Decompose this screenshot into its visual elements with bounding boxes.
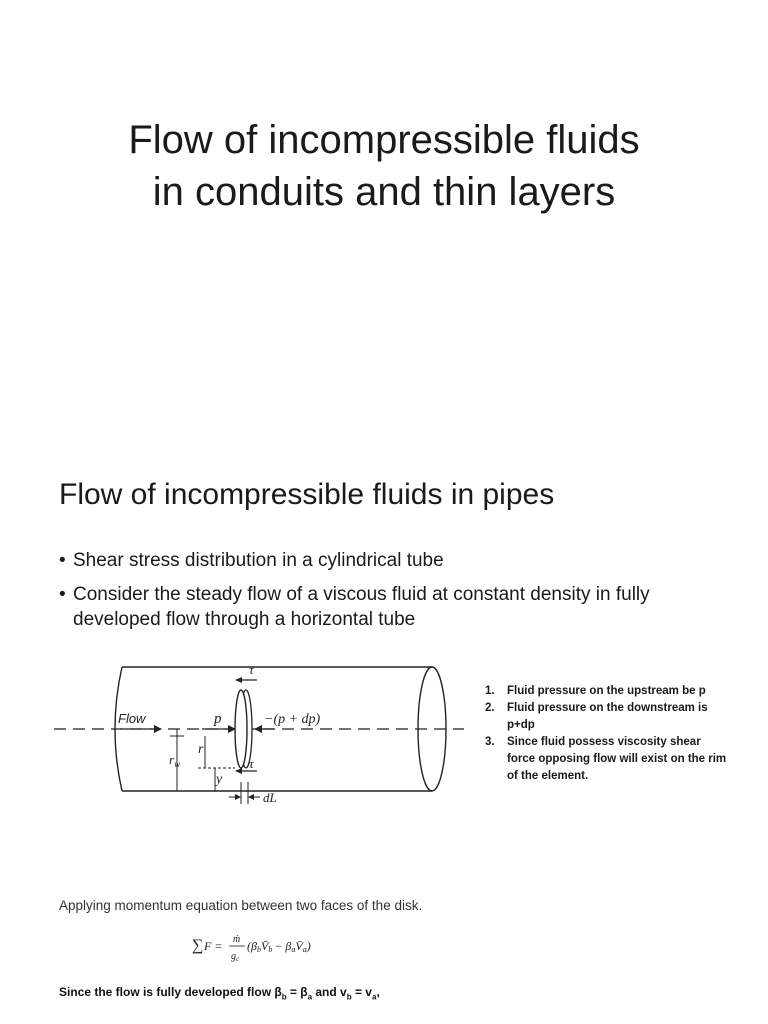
dl-label: dL — [263, 790, 277, 805]
p-dp-label: −(p + dp) — [264, 712, 321, 727]
svg-text:(βbV̄b− βaV̄a): (βbV̄b − βaV̄a) — [247, 939, 311, 954]
shear-bottom-arrowhead — [235, 768, 242, 774]
tau-bottom-label: τ — [249, 756, 254, 771]
rw-label: $r_w$ — [169, 752, 181, 769]
disk-element — [235, 690, 247, 768]
momentum-text: Applying momentum equation between two faces of the disk. — [59, 898, 423, 913]
slide-1 — [0, 0, 768, 440]
fully-developed-statement: Since the flow is fully developed flow $\beta_b = \beta_a$ and $v_b = v_a$, — [59, 985, 380, 1002]
y-label: y — [216, 772, 223, 787]
slide-2 — [0, 440, 768, 1024]
shear-top-arrowhead — [235, 677, 242, 683]
r-label: r — [198, 742, 204, 757]
bullet-item: • Consider the steady flow of a viscous fluid at constant density in fully developed flow through a horizontal tube — [59, 582, 739, 632]
slide-title-line-2: in conduits and thin layers — [152, 170, 616, 214]
numbered-item: 2. Fluid pressure on the downstream is p+dp — [485, 702, 708, 731]
numbered-item: 3. Since fluid possess viscosity shear force opposing flow will exist on the rim of the element. — [485, 736, 727, 782]
p-label: p — [214, 711, 222, 727]
momentum-equation — [190, 930, 340, 962]
pipe-diagram — [52, 640, 472, 825]
tau-top-label: τ — [249, 662, 254, 677]
svg-text:F =: F = — [204, 939, 223, 953]
svg-text:ṁ: ṁ — [233, 934, 241, 945]
bullet-list — [59, 548, 739, 641]
numbered-list — [483, 683, 728, 785]
flow-arrowhead — [154, 725, 162, 733]
bullet-item: • Shear stress distribution in a cylindrical tube — [59, 548, 739, 573]
flow-label: Flow — [118, 711, 146, 726]
p-dp-arrowhead — [254, 725, 262, 733]
slide-title-line-1: Flow of incompressible fluids — [128, 118, 640, 162]
sigma-symbol: ∑ — [192, 937, 204, 954]
slide-2-title: Flow of incompressible fluids in pipes — [59, 478, 555, 511]
numbered-item: 1. Fluid pressure on the upstream be p — [485, 685, 706, 697]
svg-text:gc: $g_c$ — [231, 951, 240, 962]
